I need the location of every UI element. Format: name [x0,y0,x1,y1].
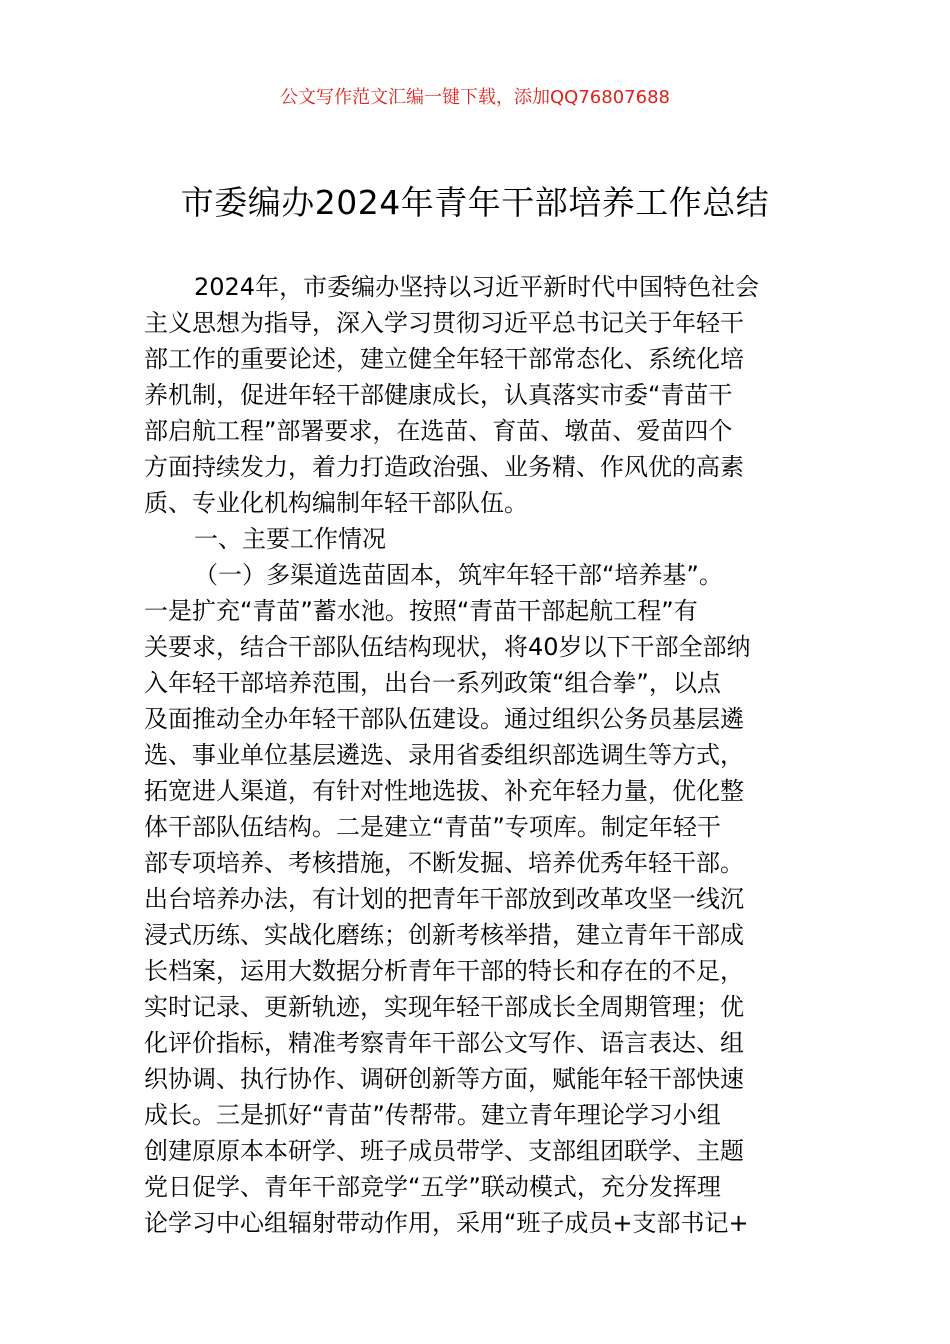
paragraph-first-line: （一）多渠道选苗固本，筑牢年轻干部“培养基”。 [194,561,723,589]
paragraph-line: 织协调、执行协作、调研创新等方面，赋能年轻干部快速 [144,1065,744,1093]
paragraph-line: 一是扩充“青苗”蓄水池。按照“青苗干部起航工程”有 [144,597,698,625]
paragraph-line: 主义思想为指导，深入学习贯彻习近平总书记关于年轻干 [144,309,744,337]
paragraph-line: 入年轻干部培养范围，出台一系列政策“组合拳”，以点 [144,669,721,697]
paragraph-first-line: 2024年，市委编办坚持以习近平新时代中国特色社会 [194,273,760,301]
download-banner: 公文写作范文汇编一键下载，添加QQ76807688 [280,87,670,108]
paragraph-line: 体干部队伍结构。二是建立“青苗”专项库。制定年轻干 [144,813,721,841]
paragraph-line: 创建原原本本研学、班子成员带学、支部组团联学、主题 [144,1137,744,1165]
paragraph-line: 实时记录、更新轨迹，实现年轻干部成长全周期管理；优 [144,993,744,1021]
paragraph-line: 养机制，促进年轻干部健康成长，认真落实市委“青苗干 [144,381,733,409]
document-body [144,269,810,1241]
document-title: 市委编办2024年青年干部培养工作总结 [180,183,770,222]
paragraph-line: 关要求，结合干部队伍结构现状，将40岁以下干部全部纳 [144,633,751,661]
paragraph-line: 选、事业单位基层遴选、录用省委组织部选调生等方式， [144,741,744,769]
paragraph-line: 浸式历练、实战化磨练；创新考核举措，建立青年干部成 [144,921,744,949]
paragraph-line: 部专项培养、考核措施，不断发掘、培养优秀年轻干部。 [144,849,744,877]
paragraph-line: 出台培养办法，有计划的把青年干部放到改革攻坚一线沉 [144,885,744,913]
paragraph-line: 成长。三是抓好“青苗”传帮带。建立青年理论学习小组 [144,1101,721,1129]
paragraph-line: 化评价指标，精准考察青年干部公文写作、语言表达、组 [144,1029,744,1057]
paragraph-line: 党日促学、青年干部竞学“五学”联动模式，充分发挥理 [144,1173,721,1201]
paragraph-line: 方面持续发力，着力打造政治强、业务精、作风优的高素 [144,453,744,481]
paragraph-line: 长档案，运用大数据分析青年干部的特长和存在的不足， [144,957,744,985]
paragraph-line: 论学习中心组辐射带动作用，采用“班子成员+支部书记+ [144,1209,749,1237]
paragraph-line: 及面推动全办年轻干部队伍建设。通过组织公务员基层遴 [144,705,744,733]
paragraph-line: 部启航工程”部署要求，在选苗、育苗、墩苗、爱苗四个 [144,417,733,445]
paragraph-line: 拓宽进人渠道，有针对性地选拔、补充年轻力量，优化整 [144,777,744,805]
paragraph-first-line: 一、主要工作情况 [194,525,386,553]
paragraph-line: 部工作的重要论述，建立健全年轻干部常态化、系统化培 [144,345,744,373]
paragraph-line: 质、专业化机构编制年轻干部队伍。 [144,489,528,517]
